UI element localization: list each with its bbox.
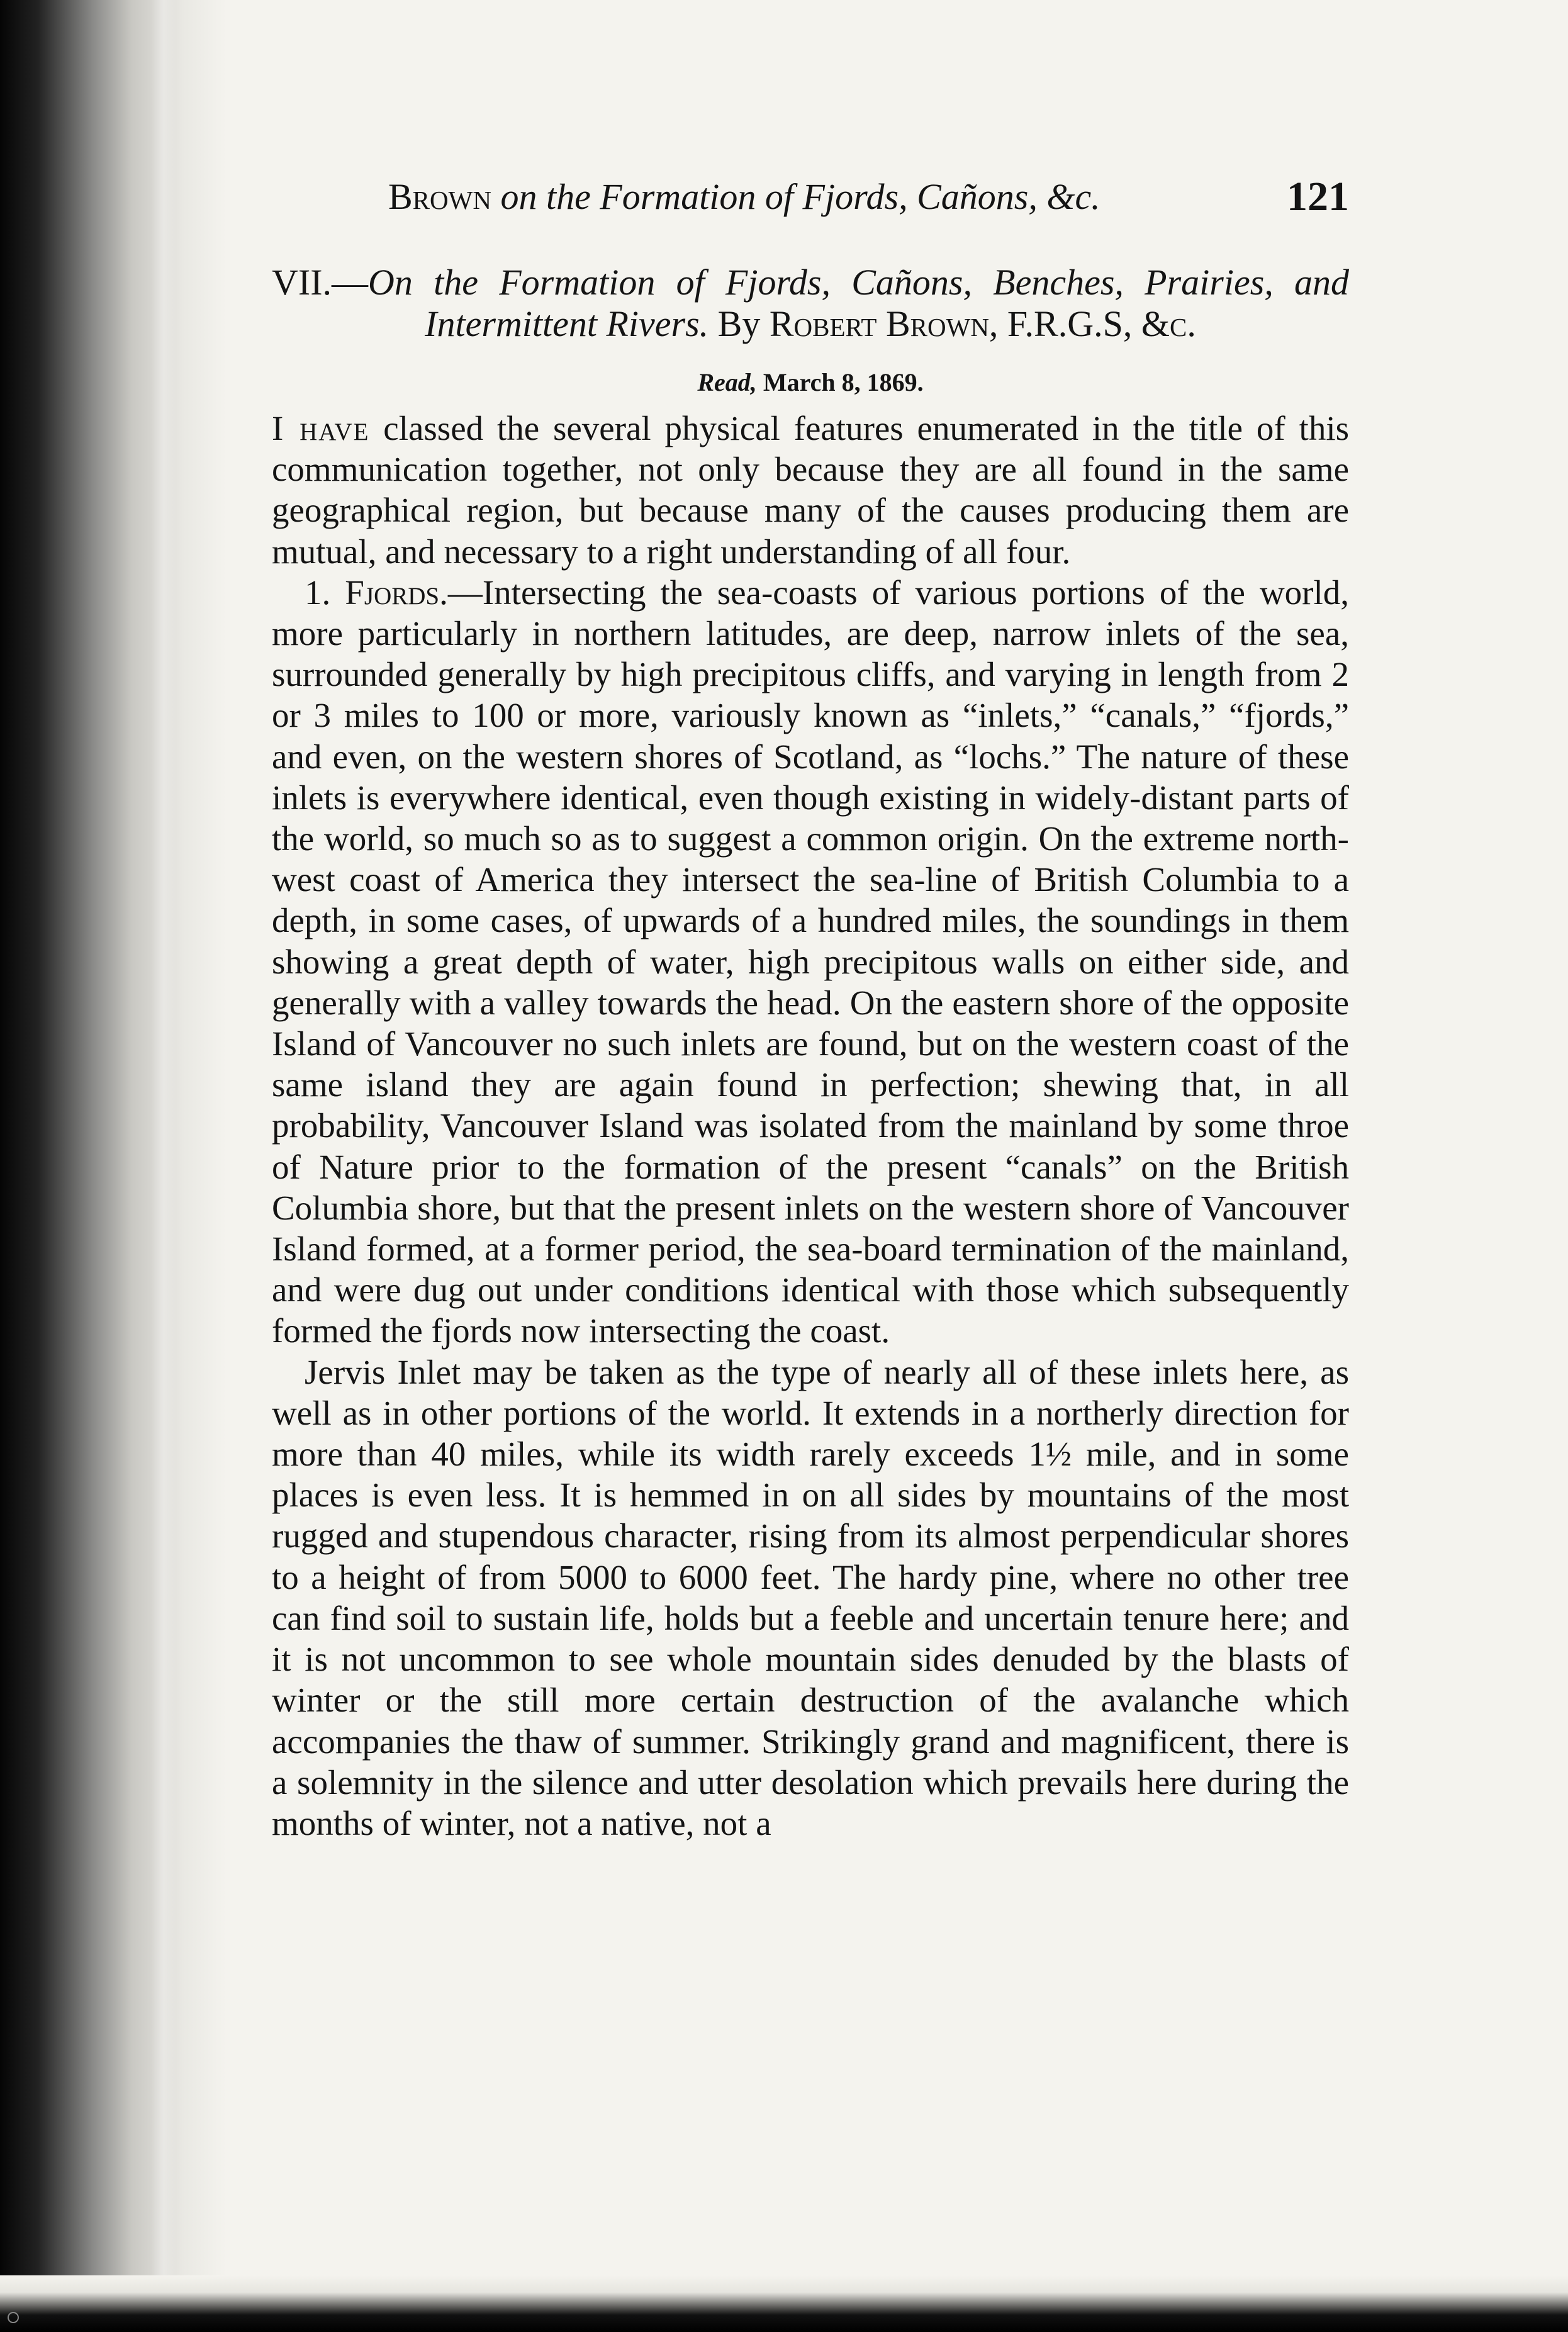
page-number: 121 bbox=[1287, 174, 1349, 220]
paragraph-fjords bbox=[272, 572, 1349, 1352]
page-content bbox=[272, 171, 1349, 1844]
section-number: 1. bbox=[305, 573, 331, 612]
byline-author: Robert Brown bbox=[769, 303, 989, 344]
corner-mark-icon bbox=[8, 2312, 19, 2323]
running-head bbox=[272, 171, 1349, 223]
article-title-text: On the Formation of Fjords, Cañons, Benches, Prairies, and Intermittent Rivers. bbox=[368, 262, 1349, 344]
article-body bbox=[272, 408, 1349, 1844]
byline-credentials: F.R.G.S, &c. bbox=[1007, 303, 1196, 344]
section-heading-fjords: Fjords. bbox=[345, 573, 448, 612]
paragraph-jervis-inlet: Jervis Inlet may be taken as the type of nearly all of these inlets here, as well as in other portions of the world. It extends in a northerly direction for more than 40 miles, while its width rarely exceeds 1½ mile, and in some places is even less. It is hemmed in on all sides by mountains of the most rugged and stupendous character, rising from its almost perpendicular shores to a height of from 5000 to 6000 feet. The hardy pine, where no other tree can find soil to sustain life, holds but a feeble and uncertain tenure here; and it is not uncommon to see whole mountain sides denuded by the blasts of winter or the still more certain destruction of the avalanche which accompanies the thaw of summer. Strikingly grand and magnificent, there is a solemnity in the silence and utter desolation which prevails here during the months of winter, not a native, not a bbox=[272, 1352, 1349, 1842]
paragraph-lead-words: I have bbox=[272, 409, 370, 447]
running-title-text: on the Formation of Fjords, Cañons, &c. bbox=[500, 176, 1100, 217]
article-title: VII.—On the Formation of Fjords, Cañons, Benches, Prairies, and Intermittent Rivers. By Robert Brown, F.R.G.S, &c. bbox=[272, 262, 1349, 344]
binding-shadow bbox=[0, 0, 227, 2332]
bottom-shadow bbox=[0, 2275, 1568, 2332]
paragraph-fjords-text: —Intersecting the sea-coasts of various portions of the world, more particularly in northern latitudes, are deep, narrow inlets of the sea, surrounded generally by high precipitous cliffs, and varying in length from 2 or 3 miles to 100 or more, variously known as “inlets,” “canals,” “fjords,” and even, on the western shores of Scotland, as “lochs.” The nature of these inlets is everywhere identical, even though existing in widely-distant parts of the world, so much so as to suggest a common origin. On the extreme north-west coast of America they intersect the sea-line of British Columbia to a depth, in some cases, of upwards of a hundred miles, the soundings in them showing a great depth of water, high precipitous walls on either side, and generally with a valley towards the head. On the eastern shore of the opposite Island of Vancouver no such inlets are found, but on the western coast of the same island they are again found in perfection; shewing that, in all probability, Vancouver Island was isolated from the mainland by some throe of Nature prior to the formation of the present “canals” on the British Columbia shore, but that the present inlets on the western shore of Vancouver Island formed, at a former period, the sea-board termination of the mainland, and were dug out under conditions identical with those which subsequently formed the fjords now intersecting the coast. bbox=[272, 573, 1350, 1350]
read-date: March 8, 1869. bbox=[763, 368, 924, 396]
paragraph-introduction-text: classed the several physical features enumerated in the title of this communication together, not only because they are all found in the same geographical region, but because many of the causes producing them are mutual, and necessary to a right understanding of all four. bbox=[272, 409, 1350, 571]
byline-by: By bbox=[717, 303, 761, 344]
running-title-author: Brown bbox=[388, 176, 491, 217]
read-date-line bbox=[272, 366, 1349, 399]
running-title bbox=[388, 171, 1100, 223]
article-number: VII.— bbox=[272, 262, 369, 303]
read-label: Read, bbox=[697, 368, 757, 396]
page-edge-highlight bbox=[151, 0, 176, 2332]
paragraph-introduction bbox=[272, 408, 1349, 572]
